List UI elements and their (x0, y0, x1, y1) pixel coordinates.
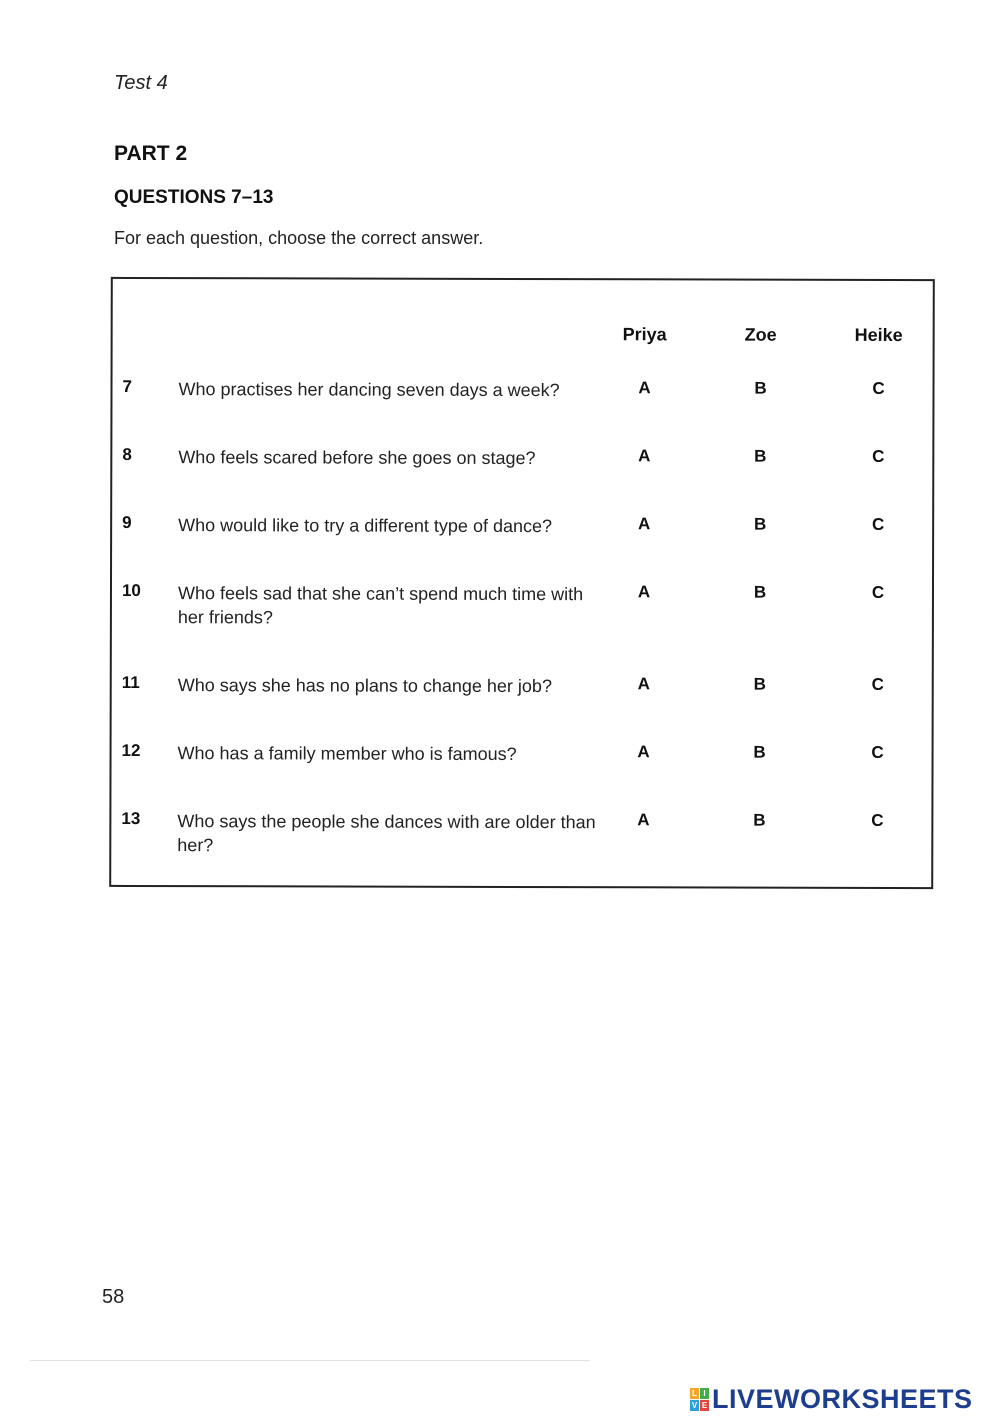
question-number: 8 (122, 444, 132, 464)
question-row (112, 672, 932, 697)
option-b[interactable]: B (753, 582, 767, 602)
test-label: Test 4 (114, 72, 168, 94)
column-header-priya: Priya (622, 324, 667, 345)
questions-title: QUESTIONS 7–13 (114, 187, 274, 208)
question-text: Who feels scared before she goes on stage? (178, 447, 536, 469)
question-text: Who says she has no plans to change her job? (177, 675, 553, 697)
question-text: Who would like to try a different type of dance? (178, 515, 553, 537)
page-number: 58 (102, 1286, 125, 1308)
logo-tile: I (700, 1388, 709, 1399)
option-b[interactable]: B (753, 674, 766, 694)
question-row (111, 808, 931, 856)
option-a[interactable]: A (637, 674, 650, 694)
question-text: Who feels sad that she can’t spend much time with her friends? (177, 583, 584, 628)
logo-tile: V (691, 1401, 698, 1410)
question-row (112, 580, 932, 628)
column-header-heike: Heike (854, 324, 903, 345)
question-number: 7 (122, 376, 133, 396)
question-row (112, 512, 932, 537)
option-c[interactable]: C (872, 378, 885, 398)
option-a[interactable]: A (637, 742, 650, 762)
option-c[interactable]: C (872, 446, 885, 466)
column-header-zoe: Zoe (744, 324, 777, 345)
option-c[interactable]: C (871, 742, 884, 762)
question-row (113, 376, 933, 401)
option-a[interactable]: A (638, 378, 651, 398)
option-c[interactable]: C (871, 582, 885, 602)
question-number: 13 (121, 808, 141, 829)
part-title: PART 2 (114, 142, 188, 165)
question-number: 9 (122, 512, 132, 532)
question-text: Who has a family member who is famous? (177, 743, 517, 764)
option-b[interactable]: B (754, 378, 767, 398)
option-c[interactable]: C (871, 514, 885, 534)
question-text: Who says the people she dances with are older than her? (177, 811, 596, 856)
brand-name: LIVEWORKSHEETS (712, 1384, 973, 1414)
instructions: For each question, choose the correct answer. (114, 228, 484, 248)
question-number: 10 (121, 580, 141, 601)
option-b[interactable]: B (754, 446, 767, 466)
question-row (112, 740, 932, 764)
option-b[interactable]: B (753, 514, 767, 534)
option-a[interactable]: A (637, 514, 651, 534)
question-table (109, 277, 935, 889)
divider (30, 1360, 590, 1361)
question-row (112, 444, 932, 469)
logo-tile: L (690, 1388, 699, 1399)
option-a[interactable]: A (637, 810, 650, 830)
question-text: Who practises her dancing seven days a week? (178, 379, 560, 401)
option-c[interactable]: C (871, 810, 884, 830)
question-number: 12 (121, 740, 141, 761)
option-b[interactable]: B (753, 742, 766, 762)
option-a[interactable]: A (638, 446, 651, 466)
question-number: 11 (121, 672, 140, 692)
option-a[interactable]: A (637, 582, 651, 602)
liveworksheets-logo[interactable] (690, 1384, 973, 1415)
option-c[interactable]: C (871, 674, 884, 694)
option-b[interactable]: B (753, 810, 766, 830)
liveworksheets-icon (690, 1388, 709, 1411)
logo-tile: E (701, 1401, 708, 1410)
